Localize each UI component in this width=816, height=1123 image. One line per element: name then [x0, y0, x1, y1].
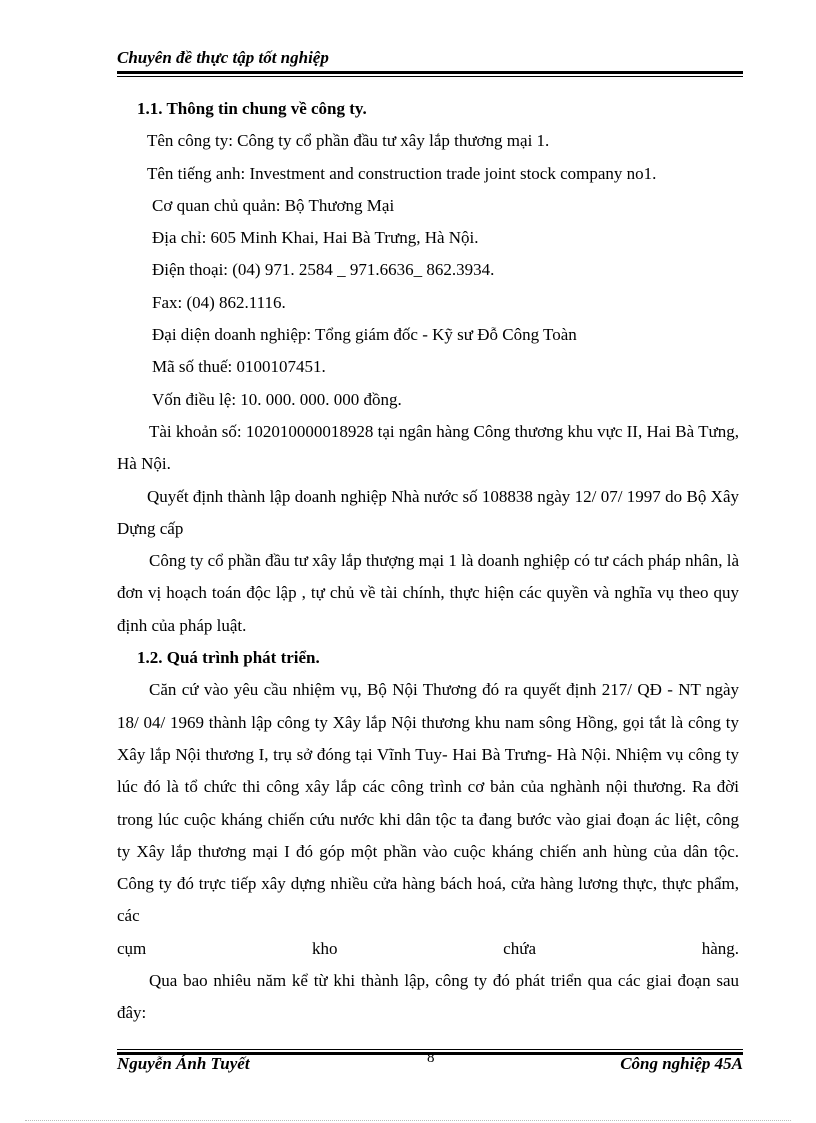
footer-author: Nguyễn Ánh Tuyết: [117, 1054, 250, 1073]
page-bottom-dotted-line: [25, 1120, 791, 1121]
history-paragraph-1-last-line: cụm kho chứa hàng.: [117, 938, 739, 958]
section-heading-1-2: 1.2. Quá trình phát triển.: [137, 648, 320, 668]
company-bank-account: Tài khoản số: 102010000018928 tại ngân hàng Công thương khu vực II, Hai Bà Tưng, Hà Nội.: [117, 421, 739, 474]
history-paragraph-2: Qua bao nhiêu năm kể từ khi thành lập, công ty đó phát triển qua các giai đoạn sau đây:: [117, 971, 739, 1023]
header-rule-thick: [117, 71, 743, 74]
footer-class: Công nghiệp 45A: [620, 1054, 743, 1073]
founding-decision: Quyết định thành lập doanh nghiệp Nhà nước số 108838 ngày 12/ 07/ 1997 do Bộ Xây Dựng cấp: [117, 486, 739, 538]
managing-agency: Cơ quan chủ quản: Bộ Thương Mại: [152, 195, 395, 215]
section-heading-1-1: 1.1. Thông tin chung về công ty.: [137, 99, 367, 118]
page-header-title: Chuyên đề thực tập tốt nghiệp: [117, 48, 329, 67]
history-paragraph-1: Căn cứ vào yêu cầu nhiệm vụ, Bộ Nội Thương đó ra quyết định 217/ QĐ - NT ngày 18/ 04/ 1969 thành lập công ty Xây lắp Nội thương khu nam sông Hồng, gọi tắt là công ty Xây lắp Nội thương I, trụ sở đóng tại Vĩnh Tuy- Hai Bà Trưng- Hà Nội. Nhiệm vụ công ty lúc đó là tổ chức thi công xây lắp các công trình cơ bản của nghành nội thương. Ra đời trong lúc cuộc kháng chiến cứu nước khi dân tộc ta đang bước vào giai đoạn ác liệt, công ty Xây lắp thương mại I đó góp một phần vào cuộc kháng chiến anh hùng của dân tộc. Công ty đó trực tiếp xây dựng nhiều cửa hàng bách hoá, cửa hàng lương thực, thực phẩm, các: [117, 680, 739, 926]
company-capital: Vốn điều lệ: 10. 000. 000. 000 đồng.: [152, 389, 402, 409]
company-phone: Điện thoại: (04) 971. 2584 _ 971.6636_ 862.3934.: [152, 260, 495, 280]
company-description: Công ty cổ phần đầu tư xây lắp thượng mại 1 là doanh nghiệp có tư cách pháp nhân, là đơn vị hoạch toán độc lập , tự chủ về tài chính, thực hiện các quyền và nghĩa vụ theo quy định của pháp luật.: [117, 551, 739, 635]
company-fax: Fax: (04) 862.1116.: [152, 292, 286, 312]
company-tax-code: Mã số thuế: 0100107451.: [152, 357, 326, 377]
footer-page-number: 8: [427, 1050, 435, 1066]
company-name: Tên công ty: Công ty cổ phần đầu tư xây lắp thương mại 1.: [147, 131, 550, 151]
header-rule-thin: [117, 76, 743, 77]
document-body: [117, 93, 739, 1030]
company-address: Địa chỉ: 605 Minh Khai, Hai Bà Trưng, Hà Nội.: [152, 228, 479, 248]
company-representative: Đại diện doanh nghiệp: Tổng giám đốc - Kỹ sư Đỗ Công Toàn: [152, 325, 577, 345]
page-footer: [117, 1050, 743, 1078]
company-english-name: Tên tiếng anh: Investment and construction trade joint stock company no1.: [147, 163, 657, 183]
